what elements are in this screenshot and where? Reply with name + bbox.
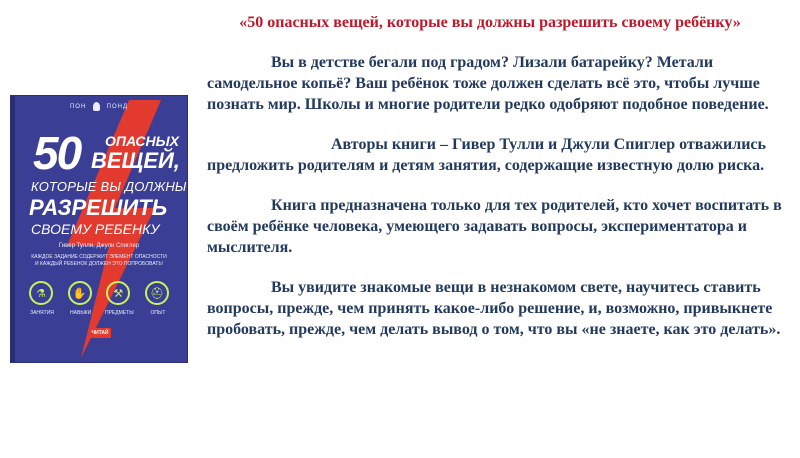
page-title: «50 опасных вещей, которые вы должны разрешить своему ребёнку» bbox=[239, 14, 741, 31]
flask-icon: ⚗ bbox=[29, 281, 53, 305]
book-cover bbox=[11, 96, 187, 362]
publisher-logo-icon bbox=[93, 102, 100, 111]
icon-label-skills: НАВЫКИ bbox=[70, 310, 92, 316]
cover-line-2: ВЕЩЕЙ, bbox=[91, 148, 180, 173]
paragraph-4 bbox=[207, 277, 797, 340]
cover-tagline: КАЖДОЕ ЗАДАНИЕ СОДЕРЖИТ ЭЛЕМЕНТ ОПАСНОСТИ И КАЖДЫЙ РЕБЕНОК ДОЛЖЕН ЭТО ПОПРОБОВАТЬ! bbox=[31, 254, 167, 267]
publisher-text-right: ПОНД bbox=[106, 104, 129, 111]
cover-line-3: КОТОРЫЕ ВЫ ДОЛЖНЫ bbox=[31, 179, 187, 194]
paragraph-1 bbox=[207, 52, 797, 115]
cover-icons-row bbox=[29, 281, 169, 305]
publisher-text-left: ПОН bbox=[69, 104, 87, 111]
paragraph-1-text: Вы в детстве бегали под градом? Лизали батарейку? Метали самодельное копьё? Ваш ребёнок тоже должен сделать всё это, чтобы лучше познать мир. Школы и многие родители редко одобряют подобное поведение. bbox=[207, 54, 769, 113]
icon-label-items: ПРЕДМЕТЫ bbox=[104, 310, 134, 316]
publisher-logo-top bbox=[11, 102, 187, 111]
cover-line-4: РАЗРЕШИТЬ bbox=[29, 195, 168, 220]
helmet-icon: ⛑ bbox=[145, 281, 169, 305]
icon-label-experience: ОПЫТ bbox=[150, 310, 166, 316]
cover-line-1: ОПАСНЫХ bbox=[105, 133, 179, 149]
tools-icon: ⚒ bbox=[106, 281, 130, 305]
icon-label-activities: ЗАНЯТИЯ bbox=[30, 310, 54, 316]
cover-line-5: СВОЕМУ РЕБЕНКУ bbox=[31, 221, 160, 237]
description-text bbox=[207, 52, 797, 340]
paragraph-2-text: Авторы книги – Гивер Тулли и Джули Спиглер отважились предложить родителям и детям занятия, содержащие известную долю риска. bbox=[207, 136, 766, 174]
cover-authors: Гивер Тулли, Джули Спиглер bbox=[58, 243, 140, 249]
cover-number: 50 bbox=[33, 127, 81, 179]
publisher-badge: ЧИТАЙ bbox=[89, 328, 111, 338]
paragraph-4-text: Вы увидите знакомые вещи в незнакомом свете, научитесь ставить вопросы, прежде, чем принять какое-либо решение, и, возможно, привыкнете пробовать, прежде, чем делать вывод о том, что вы «не знаете, как это делать». bbox=[207, 279, 781, 338]
hand-icon: ✋ bbox=[68, 281, 92, 305]
paragraph-2 bbox=[207, 134, 797, 176]
paragraph-3 bbox=[207, 195, 797, 258]
cover-icon-labels bbox=[25, 310, 175, 316]
paragraph-3-text: Книга предназначена только для тех родителей, кто хочет воспитать в своём ребёнке человека, умеющего задавать вопросы, экспериментатора и мыслителя. bbox=[207, 197, 782, 256]
